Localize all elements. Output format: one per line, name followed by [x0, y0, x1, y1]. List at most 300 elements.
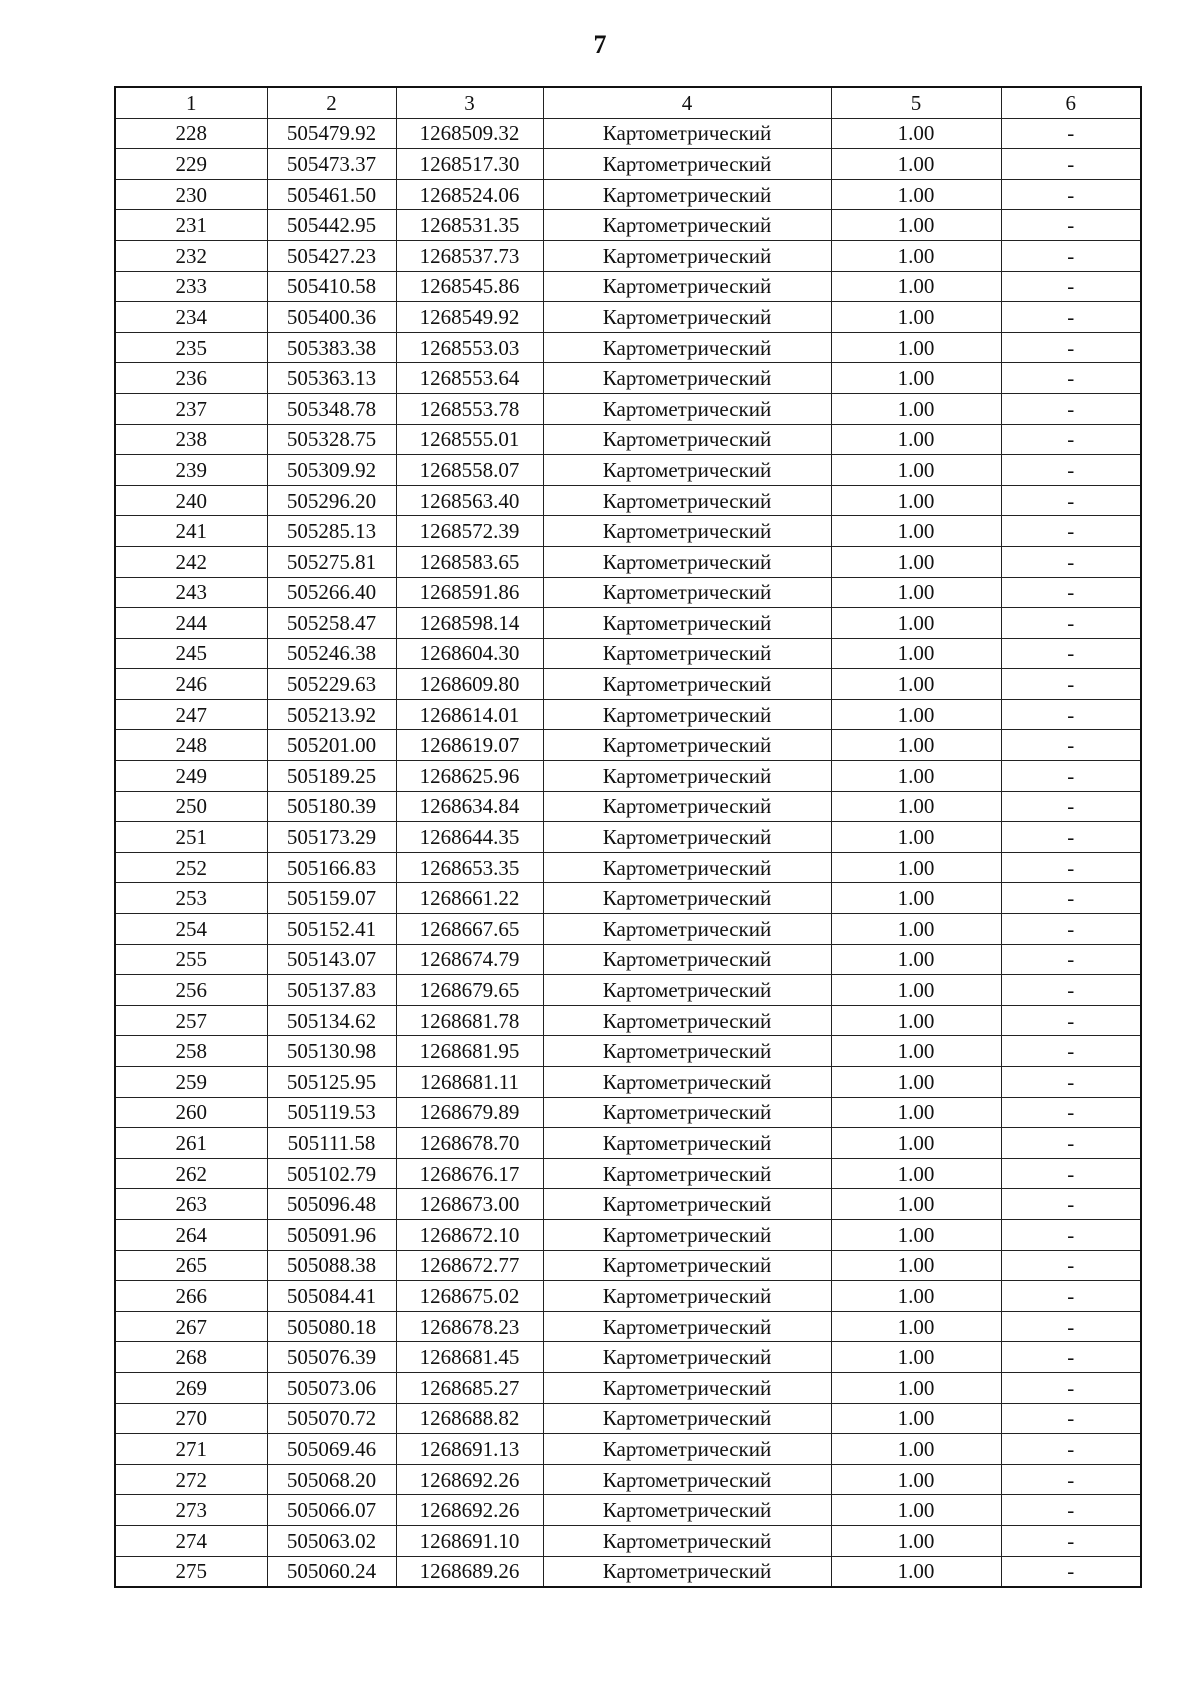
point-number-cell: 247: [115, 699, 267, 730]
y-coordinate-cell: 1268537.73: [396, 240, 543, 271]
y-coordinate-cell: 1268531.35: [396, 210, 543, 241]
accuracy-cell: 1.00: [831, 1464, 1001, 1495]
y-coordinate-cell: 1268689.26: [396, 1556, 543, 1587]
method-cell: Картометрический: [543, 1250, 831, 1281]
accuracy-cell: 1.00: [831, 883, 1001, 914]
method-cell: Картометрический: [543, 363, 831, 394]
column-header: 5: [831, 87, 1001, 118]
y-coordinate-cell: 1268553.03: [396, 332, 543, 363]
method-cell: Картометрический: [543, 944, 831, 975]
accuracy-cell: 1.00: [831, 363, 1001, 394]
x-coordinate-cell: 505189.25: [267, 761, 396, 792]
accuracy-cell: 1.00: [831, 577, 1001, 608]
coordinates-table: [114, 86, 1142, 1588]
note-cell: -: [1001, 1556, 1141, 1587]
x-coordinate-cell: 505410.58: [267, 271, 396, 302]
x-coordinate-cell: 505088.38: [267, 1250, 396, 1281]
y-coordinate-cell: 1268509.32: [396, 118, 543, 149]
x-coordinate-cell: 505070.72: [267, 1403, 396, 1434]
note-cell: -: [1001, 577, 1141, 608]
point-number-cell: 262: [115, 1158, 267, 1189]
note-cell: -: [1001, 1434, 1141, 1465]
y-coordinate-cell: 1268558.07: [396, 455, 543, 486]
x-coordinate-cell: 505296.20: [267, 485, 396, 516]
note-cell: -: [1001, 669, 1141, 700]
method-cell: Картометрический: [543, 699, 831, 730]
table-row: [115, 791, 1141, 822]
note-cell: -: [1001, 1495, 1141, 1526]
point-number-cell: 260: [115, 1097, 267, 1128]
point-number-cell: 240: [115, 485, 267, 516]
note-cell: -: [1001, 1158, 1141, 1189]
x-coordinate-cell: 505258.47: [267, 608, 396, 639]
x-coordinate-cell: 505084.41: [267, 1281, 396, 1312]
table-row: [115, 1005, 1141, 1036]
method-cell: Картометрический: [543, 179, 831, 210]
note-cell: -: [1001, 791, 1141, 822]
table-row: [115, 210, 1141, 241]
point-number-cell: 263: [115, 1189, 267, 1220]
point-number-cell: 242: [115, 546, 267, 577]
table-row: [115, 1311, 1141, 1342]
x-coordinate-cell: 505130.98: [267, 1036, 396, 1067]
table-row: [115, 1464, 1141, 1495]
point-number-cell: 258: [115, 1036, 267, 1067]
point-number-cell: 271: [115, 1434, 267, 1465]
point-number-cell: 256: [115, 975, 267, 1006]
table-row: [115, 730, 1141, 761]
y-coordinate-cell: 1268681.11: [396, 1067, 543, 1098]
table-row: [115, 363, 1141, 394]
note-cell: -: [1001, 975, 1141, 1006]
accuracy-cell: 1.00: [831, 822, 1001, 853]
y-coordinate-cell: 1268675.02: [396, 1281, 543, 1312]
accuracy-cell: 1.00: [831, 424, 1001, 455]
y-coordinate-cell: 1268679.65: [396, 975, 543, 1006]
accuracy-cell: 1.00: [831, 852, 1001, 883]
note-cell: -: [1001, 852, 1141, 883]
table-row: [115, 1189, 1141, 1220]
accuracy-cell: 1.00: [831, 1250, 1001, 1281]
column-header: 1: [115, 87, 267, 118]
point-number-cell: 268: [115, 1342, 267, 1373]
table-row: [115, 332, 1141, 363]
method-cell: Картометрический: [543, 332, 831, 363]
method-cell: Картометрический: [543, 210, 831, 241]
note-cell: -: [1001, 149, 1141, 180]
x-coordinate-cell: 505363.13: [267, 363, 396, 394]
point-number-cell: 261: [115, 1128, 267, 1159]
accuracy-cell: 1.00: [831, 1525, 1001, 1556]
table-row: [115, 240, 1141, 271]
y-coordinate-cell: 1268553.78: [396, 393, 543, 424]
accuracy-cell: 1.00: [831, 1219, 1001, 1250]
point-number-cell: 229: [115, 149, 267, 180]
table-header-row: [115, 87, 1141, 118]
x-coordinate-cell: 505073.06: [267, 1372, 396, 1403]
method-cell: Картометрический: [543, 240, 831, 271]
point-number-cell: 238: [115, 424, 267, 455]
note-cell: -: [1001, 1372, 1141, 1403]
y-coordinate-cell: 1268678.23: [396, 1311, 543, 1342]
note-cell: -: [1001, 1189, 1141, 1220]
x-coordinate-cell: 505060.24: [267, 1556, 396, 1587]
method-cell: Картометрический: [543, 638, 831, 669]
y-coordinate-cell: 1268685.27: [396, 1372, 543, 1403]
x-coordinate-cell: 505159.07: [267, 883, 396, 914]
note-cell: -: [1001, 1219, 1141, 1250]
table-row: [115, 485, 1141, 516]
method-cell: Картометрический: [543, 393, 831, 424]
note-cell: -: [1001, 424, 1141, 455]
table-row: [115, 577, 1141, 608]
x-coordinate-cell: 505080.18: [267, 1311, 396, 1342]
x-coordinate-cell: 505180.39: [267, 791, 396, 822]
note-cell: -: [1001, 1097, 1141, 1128]
accuracy-cell: 1.00: [831, 118, 1001, 149]
table-row: [115, 1158, 1141, 1189]
method-cell: Картометрический: [543, 761, 831, 792]
table-row: [115, 975, 1141, 1006]
accuracy-cell: 1.00: [831, 455, 1001, 486]
accuracy-cell: 1.00: [831, 1067, 1001, 1098]
y-coordinate-cell: 1268691.10: [396, 1525, 543, 1556]
note-cell: -: [1001, 332, 1141, 363]
point-number-cell: 266: [115, 1281, 267, 1312]
table-row: [115, 179, 1141, 210]
table-row: [115, 638, 1141, 669]
method-cell: Картометрический: [543, 608, 831, 639]
method-cell: Картометрический: [543, 1281, 831, 1312]
point-number-cell: 231: [115, 210, 267, 241]
point-number-cell: 251: [115, 822, 267, 853]
method-cell: Картометрический: [543, 271, 831, 302]
table-body: [115, 118, 1141, 1587]
note-cell: -: [1001, 944, 1141, 975]
y-coordinate-cell: 1268653.35: [396, 852, 543, 883]
note-cell: -: [1001, 1464, 1141, 1495]
x-coordinate-cell: 505152.41: [267, 914, 396, 945]
method-cell: Картометрический: [543, 852, 831, 883]
table-row: [115, 1525, 1141, 1556]
accuracy-cell: 1.00: [831, 761, 1001, 792]
point-number-cell: 275: [115, 1556, 267, 1587]
x-coordinate-cell: 505119.53: [267, 1097, 396, 1128]
note-cell: -: [1001, 608, 1141, 639]
accuracy-cell: 1.00: [831, 1128, 1001, 1159]
method-cell: Картометрический: [543, 1128, 831, 1159]
table-row: [115, 1219, 1141, 1250]
method-cell: Картометрический: [543, 883, 831, 914]
accuracy-cell: 1.00: [831, 1372, 1001, 1403]
method-cell: Картометрический: [543, 546, 831, 577]
method-cell: Картометрический: [543, 730, 831, 761]
method-cell: Картометрический: [543, 1403, 831, 1434]
method-cell: Картометрический: [543, 1434, 831, 1465]
point-number-cell: 248: [115, 730, 267, 761]
accuracy-cell: 1.00: [831, 516, 1001, 547]
note-cell: -: [1001, 1250, 1141, 1281]
table-row: [115, 1067, 1141, 1098]
method-cell: Картометрический: [543, 791, 831, 822]
page-number: 7: [593, 30, 607, 59]
note-cell: -: [1001, 1342, 1141, 1373]
table-row: [115, 1434, 1141, 1465]
note-cell: -: [1001, 1281, 1141, 1312]
method-cell: Картометрический: [543, 914, 831, 945]
note-cell: -: [1001, 271, 1141, 302]
method-cell: Картометрический: [543, 424, 831, 455]
y-coordinate-cell: 1268563.40: [396, 485, 543, 516]
accuracy-cell: 1.00: [831, 393, 1001, 424]
y-coordinate-cell: 1268681.95: [396, 1036, 543, 1067]
x-coordinate-cell: 505069.46: [267, 1434, 396, 1465]
table-row: [115, 546, 1141, 577]
point-number-cell: 239: [115, 455, 267, 486]
table-row: [115, 1372, 1141, 1403]
method-cell: Картометрический: [543, 1372, 831, 1403]
x-coordinate-cell: 505102.79: [267, 1158, 396, 1189]
x-coordinate-cell: 505275.81: [267, 546, 396, 577]
point-number-cell: 252: [115, 852, 267, 883]
y-coordinate-cell: 1268549.92: [396, 302, 543, 333]
y-coordinate-cell: 1268692.26: [396, 1464, 543, 1495]
accuracy-cell: 1.00: [831, 485, 1001, 516]
note-cell: -: [1001, 363, 1141, 394]
point-number-cell: 257: [115, 1005, 267, 1036]
accuracy-cell: 1.00: [831, 669, 1001, 700]
y-coordinate-cell: 1268517.30: [396, 149, 543, 180]
x-coordinate-cell: 505348.78: [267, 393, 396, 424]
x-coordinate-cell: 505442.95: [267, 210, 396, 241]
point-number-cell: 230: [115, 179, 267, 210]
y-coordinate-cell: 1268572.39: [396, 516, 543, 547]
y-coordinate-cell: 1268672.10: [396, 1219, 543, 1250]
point-number-cell: 273: [115, 1495, 267, 1526]
note-cell: -: [1001, 240, 1141, 271]
y-coordinate-cell: 1268553.64: [396, 363, 543, 394]
method-cell: Картометрический: [543, 1219, 831, 1250]
x-coordinate-cell: 505266.40: [267, 577, 396, 608]
y-coordinate-cell: 1268583.65: [396, 546, 543, 577]
note-cell: -: [1001, 1525, 1141, 1556]
x-coordinate-cell: 505400.36: [267, 302, 396, 333]
accuracy-cell: 1.00: [831, 1403, 1001, 1434]
x-coordinate-cell: 505091.96: [267, 1219, 396, 1250]
x-coordinate-cell: 505125.95: [267, 1067, 396, 1098]
table-row: [115, 822, 1141, 853]
method-cell: Картометрический: [543, 1097, 831, 1128]
accuracy-cell: 1.00: [831, 975, 1001, 1006]
table-row: [115, 669, 1141, 700]
point-number-cell: 246: [115, 669, 267, 700]
method-cell: Картометрический: [543, 1464, 831, 1495]
point-number-cell: 254: [115, 914, 267, 945]
y-coordinate-cell: 1268691.13: [396, 1434, 543, 1465]
table-row: [115, 883, 1141, 914]
x-coordinate-cell: 505173.29: [267, 822, 396, 853]
y-coordinate-cell: 1268692.26: [396, 1495, 543, 1526]
point-number-cell: 236: [115, 363, 267, 394]
method-cell: Картометрический: [543, 1495, 831, 1526]
method-cell: Картометрический: [543, 1036, 831, 1067]
note-cell: -: [1001, 1128, 1141, 1159]
accuracy-cell: 1.00: [831, 1311, 1001, 1342]
note-cell: -: [1001, 1067, 1141, 1098]
method-cell: Картометрический: [543, 149, 831, 180]
table-row: [115, 516, 1141, 547]
column-header: 3: [396, 87, 543, 118]
point-number-cell: 237: [115, 393, 267, 424]
table-row: [115, 1281, 1141, 1312]
point-number-cell: 244: [115, 608, 267, 639]
point-number-cell: 269: [115, 1372, 267, 1403]
method-cell: Картометрический: [543, 822, 831, 853]
y-coordinate-cell: 1268674.79: [396, 944, 543, 975]
accuracy-cell: 1.00: [831, 1281, 1001, 1312]
x-coordinate-cell: 505201.00: [267, 730, 396, 761]
x-coordinate-cell: 505285.13: [267, 516, 396, 547]
table-row: [115, 1128, 1141, 1159]
table-row: [115, 149, 1141, 180]
method-cell: Картометрический: [543, 1067, 831, 1098]
method-cell: Картометрический: [543, 118, 831, 149]
x-coordinate-cell: 505096.48: [267, 1189, 396, 1220]
note-cell: -: [1001, 914, 1141, 945]
table-row: [115, 271, 1141, 302]
note-cell: -: [1001, 699, 1141, 730]
y-coordinate-cell: 1268673.00: [396, 1189, 543, 1220]
accuracy-cell: 1.00: [831, 1342, 1001, 1373]
point-number-cell: 234: [115, 302, 267, 333]
y-coordinate-cell: 1268598.14: [396, 608, 543, 639]
note-cell: -: [1001, 546, 1141, 577]
table-row: [115, 424, 1141, 455]
table-row: [115, 1556, 1141, 1587]
method-cell: Картометрический: [543, 577, 831, 608]
y-coordinate-cell: 1268619.07: [396, 730, 543, 761]
y-coordinate-cell: 1268625.96: [396, 761, 543, 792]
y-coordinate-cell: 1268591.86: [396, 577, 543, 608]
note-cell: -: [1001, 1005, 1141, 1036]
y-coordinate-cell: 1268661.22: [396, 883, 543, 914]
point-number-cell: 270: [115, 1403, 267, 1434]
table-row: [115, 1250, 1141, 1281]
x-coordinate-cell: 505246.38: [267, 638, 396, 669]
note-cell: -: [1001, 485, 1141, 516]
note-cell: -: [1001, 1036, 1141, 1067]
y-coordinate-cell: 1268614.01: [396, 699, 543, 730]
point-number-cell: 232: [115, 240, 267, 271]
note-cell: -: [1001, 1403, 1141, 1434]
x-coordinate-cell: 505473.37: [267, 149, 396, 180]
accuracy-cell: 1.00: [831, 332, 1001, 363]
table-row: [115, 914, 1141, 945]
y-coordinate-cell: 1268676.17: [396, 1158, 543, 1189]
note-cell: -: [1001, 516, 1141, 547]
accuracy-cell: 1.00: [831, 608, 1001, 639]
table-row: [115, 1342, 1141, 1373]
x-coordinate-cell: 505063.02: [267, 1525, 396, 1556]
note-cell: -: [1001, 210, 1141, 241]
x-coordinate-cell: 505076.39: [267, 1342, 396, 1373]
x-coordinate-cell: 505166.83: [267, 852, 396, 883]
table-row: [115, 393, 1141, 424]
accuracy-cell: 1.00: [831, 730, 1001, 761]
point-number-cell: 255: [115, 944, 267, 975]
accuracy-cell: 1.00: [831, 1434, 1001, 1465]
point-number-cell: 274: [115, 1525, 267, 1556]
accuracy-cell: 1.00: [831, 271, 1001, 302]
y-coordinate-cell: 1268688.82: [396, 1403, 543, 1434]
table-row: [115, 1495, 1141, 1526]
table-row: [115, 852, 1141, 883]
x-coordinate-cell: 505479.92: [267, 118, 396, 149]
table-row: [115, 118, 1141, 149]
y-coordinate-cell: 1268672.77: [396, 1250, 543, 1281]
table-row: [115, 1097, 1141, 1128]
point-number-cell: 265: [115, 1250, 267, 1281]
point-number-cell: 253: [115, 883, 267, 914]
point-number-cell: 243: [115, 577, 267, 608]
y-coordinate-cell: 1268679.89: [396, 1097, 543, 1128]
accuracy-cell: 1.00: [831, 179, 1001, 210]
accuracy-cell: 1.00: [831, 210, 1001, 241]
accuracy-cell: 1.00: [831, 1495, 1001, 1526]
table-row: [115, 699, 1141, 730]
accuracy-cell: 1.00: [831, 149, 1001, 180]
point-number-cell: 228: [115, 118, 267, 149]
method-cell: Картометрический: [543, 1158, 831, 1189]
note-cell: -: [1001, 393, 1141, 424]
accuracy-cell: 1.00: [831, 1036, 1001, 1067]
method-cell: Картометрический: [543, 302, 831, 333]
y-coordinate-cell: 1268555.01: [396, 424, 543, 455]
accuracy-cell: 1.00: [831, 240, 1001, 271]
point-number-cell: 241: [115, 516, 267, 547]
x-coordinate-cell: 505427.23: [267, 240, 396, 271]
y-coordinate-cell: 1268681.45: [396, 1342, 543, 1373]
column-header: 2: [267, 87, 396, 118]
table-row: [115, 302, 1141, 333]
method-cell: Картометрический: [543, 1525, 831, 1556]
method-cell: Картометрический: [543, 1311, 831, 1342]
accuracy-cell: 1.00: [831, 1556, 1001, 1587]
x-coordinate-cell: 505229.63: [267, 669, 396, 700]
method-cell: Картометрический: [543, 669, 831, 700]
y-coordinate-cell: 1268681.78: [396, 1005, 543, 1036]
x-coordinate-cell: 505134.62: [267, 1005, 396, 1036]
accuracy-cell: 1.00: [831, 1189, 1001, 1220]
table-row: [115, 1403, 1141, 1434]
x-coordinate-cell: 505328.75: [267, 424, 396, 455]
method-cell: Картометрический: [543, 516, 831, 547]
point-number-cell: 259: [115, 1067, 267, 1098]
method-cell: Картометрический: [543, 1342, 831, 1373]
point-number-cell: 233: [115, 271, 267, 302]
x-coordinate-cell: 505383.38: [267, 332, 396, 363]
accuracy-cell: 1.00: [831, 1005, 1001, 1036]
table-row: [115, 455, 1141, 486]
method-cell: Картометрический: [543, 1189, 831, 1220]
point-number-cell: 249: [115, 761, 267, 792]
column-header: 6: [1001, 87, 1141, 118]
point-number-cell: 245: [115, 638, 267, 669]
accuracy-cell: 1.00: [831, 944, 1001, 975]
method-cell: Картометрический: [543, 1005, 831, 1036]
x-coordinate-cell: 505068.20: [267, 1464, 396, 1495]
accuracy-cell: 1.00: [831, 302, 1001, 333]
